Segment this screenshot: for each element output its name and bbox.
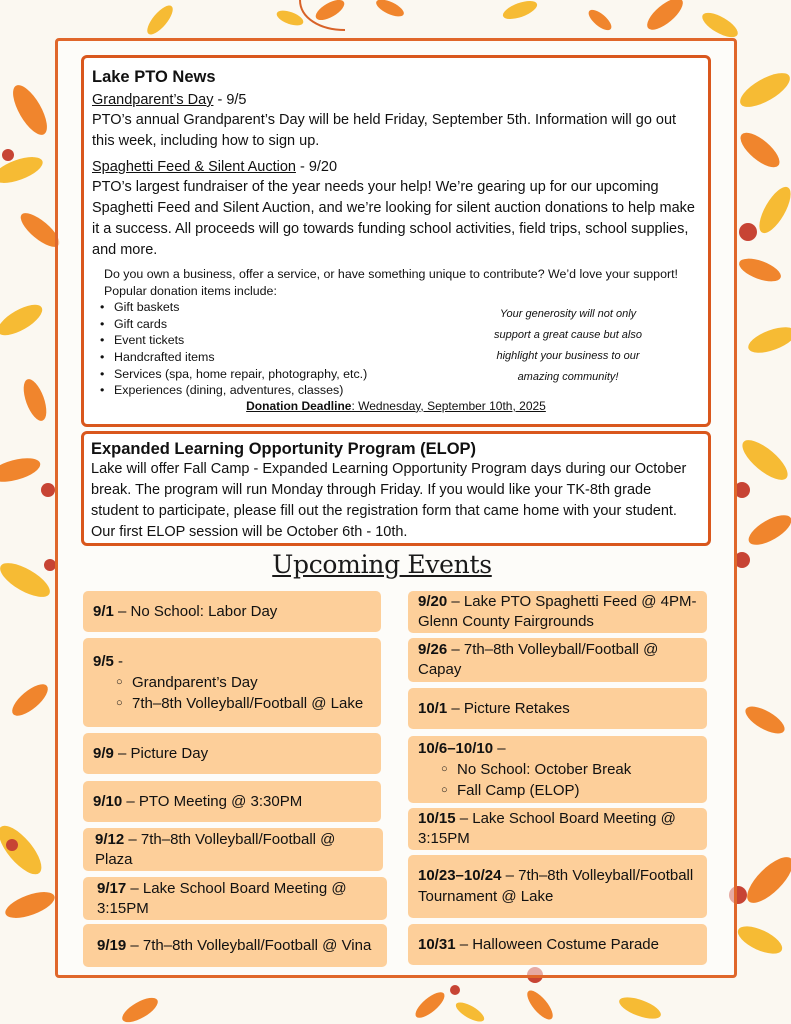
spaghetti-feed-name: Spaghetti Feed & Silent Auction (92, 159, 296, 175)
event-text: – Picture Day (113, 745, 209, 762)
event-date: 10/23–10/24 (418, 867, 502, 884)
grandparents-day-body: PTO’s annual Grandparent’s Day will be held Friday, September 5th. Information will go out this week, including how to sign up. (92, 112, 677, 149)
list-item: • Event tickets (114, 332, 700, 349)
event-text: – Lake School Board Meeting @ 3:15PM (97, 879, 347, 917)
list-item: • Experiences (dining, adventures, classes) (114, 382, 700, 399)
upcoming-events-title: Upcoming Events (272, 550, 492, 579)
event-card (408, 688, 707, 729)
event-date: 9/20 (418, 593, 448, 610)
event-text: – (493, 740, 506, 757)
pto-news-box (81, 55, 711, 427)
event-text: – Lake PTO Spaghetti Feed @ 4PM- Glenn County Fairgrounds (418, 593, 697, 630)
spaghetti-feed-body: PTO’s largest fundraiser of the year needs your help! We’re gearing up for our upcoming Spaghetti Feed and Silent Auction, and we’re looking for silent auction donations to help make it a success. All proceeds will go towards funding school activities, field trips, school supplies, and more. (92, 179, 695, 258)
event-date: 10/6–10/10 (418, 740, 494, 757)
event-date: 10/31 (418, 936, 456, 953)
event-card (408, 855, 707, 918)
donation-section (92, 266, 700, 414)
event-card (408, 736, 707, 803)
event-card (83, 924, 387, 967)
event-text: – Halloween Costume Parade (455, 936, 659, 953)
event-date: 9/17 (97, 879, 127, 897)
elop-body: Lake will offer Fall Camp - Expanded Learning Opportunity Program days during our October break. The program will run Monday through Friday. If you would like your TK-8th grade student to participate, please fill out the registration form that came home with your student. Our first ELOP session will be October 6th - 10th. (91, 461, 687, 540)
elop-title: Expanded Learning Opportunity Program (ELOP) (91, 440, 477, 458)
list-item: • Gift baskets (114, 299, 700, 316)
event-card (83, 828, 383, 871)
donation-ask: Do you own a business, offer a service, or have something unique to contribute? We’d love your support! (104, 267, 678, 281)
event-text: – 7th–8th Volleyball/Football Tournament @ Lake (418, 867, 694, 905)
event-text: – Picture Retakes (447, 700, 570, 717)
popular-items-label: Popular donation items include: (104, 283, 277, 298)
event-card (83, 733, 381, 774)
event-card (408, 638, 707, 682)
spaghetti-feed-heading (92, 157, 700, 177)
event-sublist (133, 672, 371, 714)
event-date: 9/5 (93, 653, 114, 670)
grandparents-day-name: Grandparent’s Day (92, 92, 214, 108)
event-card (83, 638, 381, 727)
list-item: • Gift cards (114, 316, 700, 333)
donation-deadline (92, 399, 700, 414)
deadline-label: Donation Deadline (246, 398, 352, 413)
event-text: – Lake School Board Meeting @ 3:15PM (418, 810, 676, 847)
event-card (83, 591, 381, 632)
generosity-quote: Your generosity will not only support a great cause but also highlight your business to our amazing community! (494, 308, 642, 383)
list-item: ○ 7th–8th Volleyball/Football @ Lake (133, 693, 371, 714)
grandparents-day-heading (92, 90, 700, 110)
event-date: 10/15 (418, 810, 456, 827)
deadline-value: : Wednesday, September 10th, 2025 (351, 398, 546, 413)
list-item: ○ No School: October Break (458, 759, 697, 780)
event-card (83, 877, 387, 920)
event-date: 10/1 (418, 700, 448, 717)
event-card (408, 591, 707, 633)
list-item: • Services (spa, home repair, photography, etc.) (114, 366, 700, 383)
elop-box (81, 431, 711, 546)
event-card (83, 781, 381, 822)
event-date: 9/9 (93, 745, 114, 762)
list-item: ○ Fall Camp (ELOP) (458, 780, 697, 801)
event-text: – PTO Meeting @ 3:30PM (122, 793, 303, 810)
event-card (408, 808, 707, 850)
list-item: • Handcrafted items (114, 349, 700, 366)
event-card (408, 924, 707, 965)
event-text: – No School: Labor Day (113, 603, 278, 620)
event-sublist (458, 759, 697, 801)
event-text: – 7th–8th Volleyball/Football @ Plaza (95, 830, 336, 868)
spaghetti-feed-date: - 9/20 (295, 159, 338, 175)
event-text: – 7th–8th Volleyball/Football @ Vina (126, 936, 372, 954)
event-date: 9/12 (95, 830, 125, 848)
event-text: – 7th–8th Volleyball/Football @ Capay (418, 641, 659, 678)
event-date: 9/1 (93, 603, 114, 620)
pto-news-title: Lake PTO News (92, 68, 216, 86)
event-date: 9/10 (93, 793, 123, 810)
event-date: 9/19 (97, 936, 127, 954)
list-item: ○ Grandparent’s Day (133, 672, 371, 693)
event-text: - (113, 653, 124, 670)
grandparents-day-date: - 9/5 (213, 92, 247, 108)
event-date: 9/26 (418, 641, 448, 658)
